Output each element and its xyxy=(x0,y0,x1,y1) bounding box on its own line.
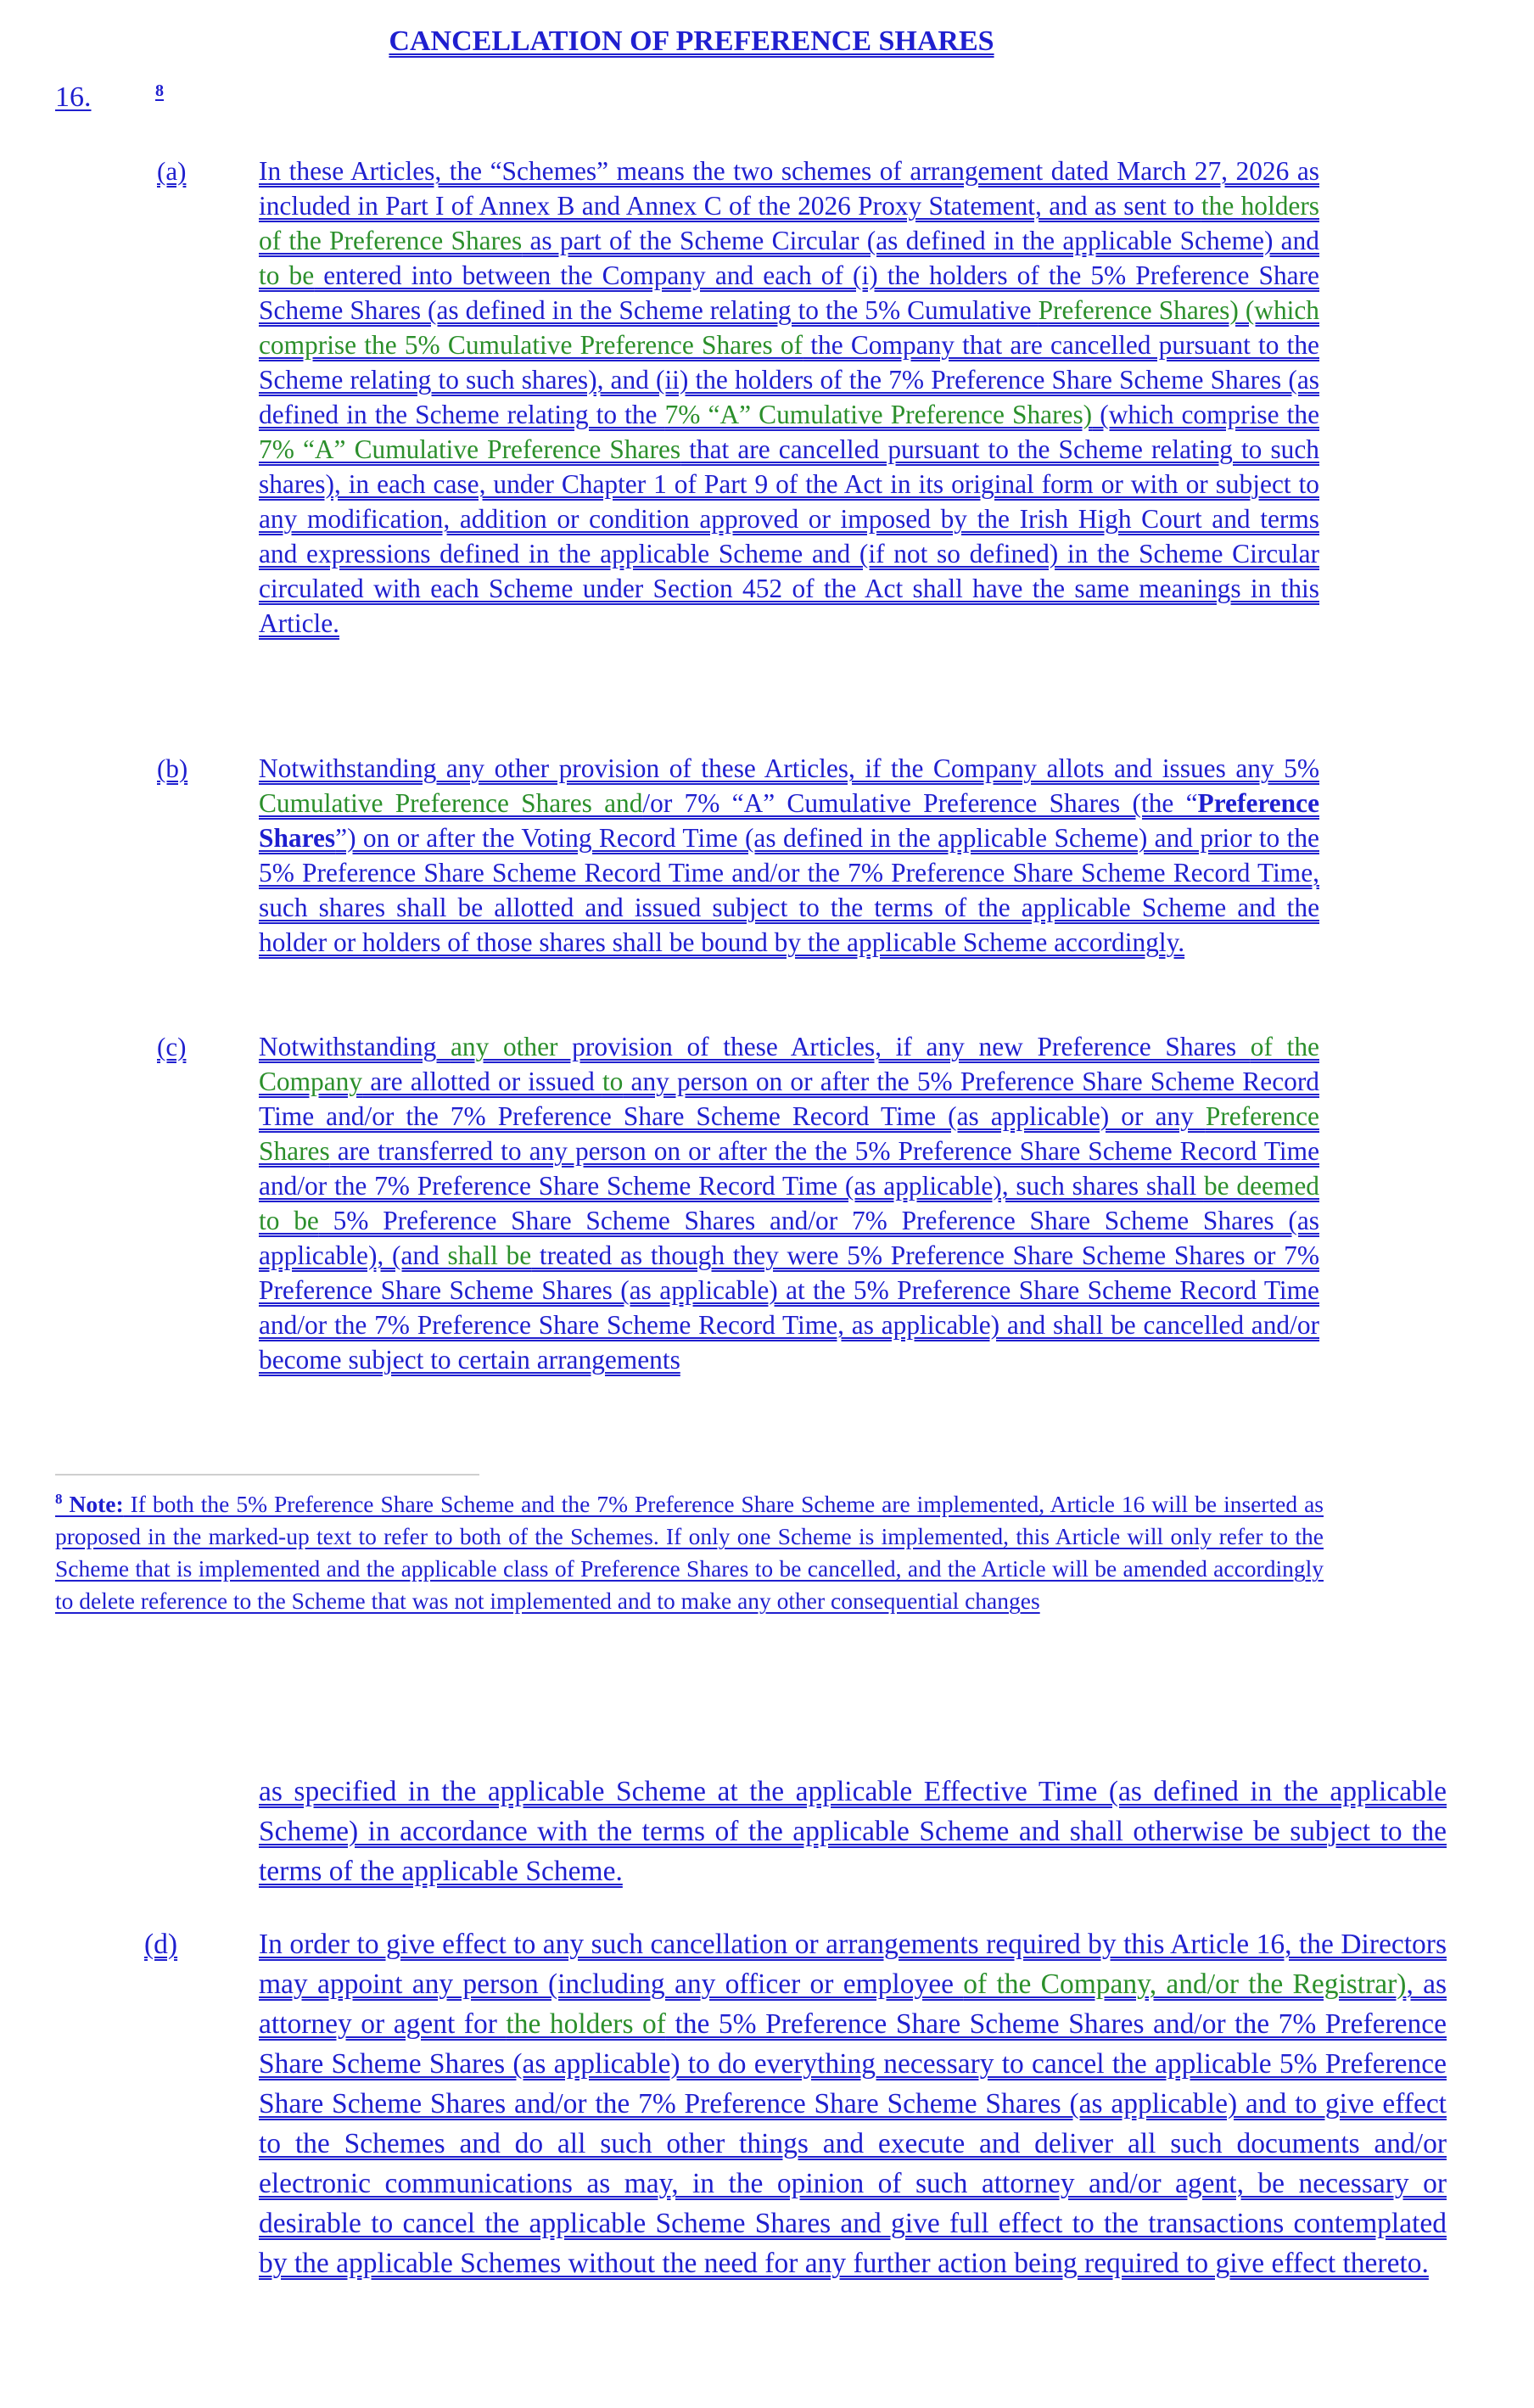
footnote-text: If both the 5% Preference Share Scheme and the 7% Preference Share Scheme are implemented, Article 16 will be inserted as proposed in the marked-up text to refer to both of the Schemes. If only one Scheme is implemented, this Article will only refer to the Scheme that is implemented and the applicable class of Preference Shares to be cancelled, and the Article will be amended accordingly to delete reference to the Scheme that was not implemented and to make any other consequential changes xyxy=(55,1491,1324,1615)
clause-c-text: Notwithstanding any other provision of these Articles, if any new Preference Shares of the Company are allotted or issued to any person on or after the 5% Preference Share Scheme Record Time and/or the 7% Preference Share Scheme Record Time (as applicable) or any Preference Shares are transferred to any person on or after the the 5% Preference Share Scheme Record Time and/or the 7% Preference Share Scheme Record Time (as applicable), such shares shall be deemed to be 5% Preference Share Scheme Shares and/or 7% Preference Share Scheme Shares (as applicable), (and shall be treated as though they were 5% Preference Share Scheme Shares or 7% Preference Share Scheme Shares (as applicable) at the 5% Preference Share Scheme Record Time and/or the 7% Preference Share Scheme Record Time, as applicable) and shall be cancelled and/or become subject to certain arrangements xyxy=(259,1032,1320,1375)
clause-d-text: In order to give effect to any such cancellation or arrangements required by this Article 16, the Directors may appoint any person (including any officer or employee of the Company, and/or the Registrar), as attorney or agent for the holders of the 5% Preference Share Scheme Shares and/or the 7% Preference Share Scheme Shares (as applicable) to do everything necessary to cancel the applicable 5% Preference Share Scheme Shares and/or the 7% Preference Share Scheme Shares (as applicable) and to give effect to the Schemes and do all such other things and execute and deliver all such documents and/or electronic communications as may, in the opinion of such attorney and/or agent, be necessary or desirable to cancel the applicable Scheme Shares and give full effect to the transactions contemplated by the applicable Schemes without the need for any further action being required to give effect thereto. xyxy=(259,1929,1447,2279)
footnote-reference[interactable]: 8 xyxy=(155,81,164,100)
footnote-label: Note: xyxy=(69,1491,124,1518)
clause-c-continuation: as specified in the applicable Scheme at the applicable Effective Time (as defined in the applicable Scheme) in accordance with the terms of the applicable Scheme and shall otherwise be subject to the terms of the applicable Scheme. xyxy=(259,1776,1447,1887)
clause-label-c: (c) xyxy=(157,1032,187,1061)
clause-a-text: In these Articles, the “Schemes” means the two schemes of arrangement dated March 27, 2026 as included in Part I of Annex B and Annex C of the 2026 Proxy Statement, and as sent to the holders of the Preference Shares as part of the Scheme Circular (as defined in the applicable Scheme) and to be entered into between the Company and each of (i) the holders of the 5% Preference Share Scheme Shares (as defined in the Scheme relating to the 5% Cumulative Preference Shares) (which comprise the 5% Cumulative Preference Shares of the Company that are cancelled pursuant to the Scheme relating to such shares), and (ii) the holders of the 7% Preference Share Scheme Shares (as defined in the Scheme relating to the 7% “A” Cumulative Preference Shares) (which comprise the 7% “A” Cumulative Preference Shares that are cancelled pursuant to the Scheme relating to such shares), in each case, under Chapter 1 of Part 9 of the Act in its original form or with or subject to any modification, addition or condition approved or imposed by the Irish High Court and terms and expressions defined in the applicable Scheme and (if not so defined) in the Scheme Circular circulated with each Scheme under Section 452 of the Act shall have the same meanings in this Article. xyxy=(259,156,1320,638)
footnote-marker: 8 xyxy=(55,1491,63,1507)
footnote-separator xyxy=(55,1474,479,1476)
page-title: CANCELLATION OF PREFERENCE SHARES xyxy=(389,25,994,57)
clause-label-b: (b) xyxy=(157,753,188,783)
clause-b-text: Notwithstanding any other provision of these Articles, if the Company allots and issues any 5% Cumulative Preference Shares and/or 7% “A” Cumulative Preference Shares (the “Preference Shares”) on or after the Voting Record Time (as defined in the applicable Scheme) and prior to the 5% Preference Share Scheme Record Time and/or the 7% Preference Share Scheme Record Time, such shares shall be allotted and issued subject to the terms of the applicable Scheme and the holder or holders of those shares shall be bound by the applicable Scheme accordingly. xyxy=(259,753,1319,957)
footnote xyxy=(55,1483,1324,1617)
clause-label-a: (a) xyxy=(157,156,187,186)
article-number: 16. xyxy=(55,81,92,113)
clause-label-d: (d) xyxy=(144,1929,178,1960)
